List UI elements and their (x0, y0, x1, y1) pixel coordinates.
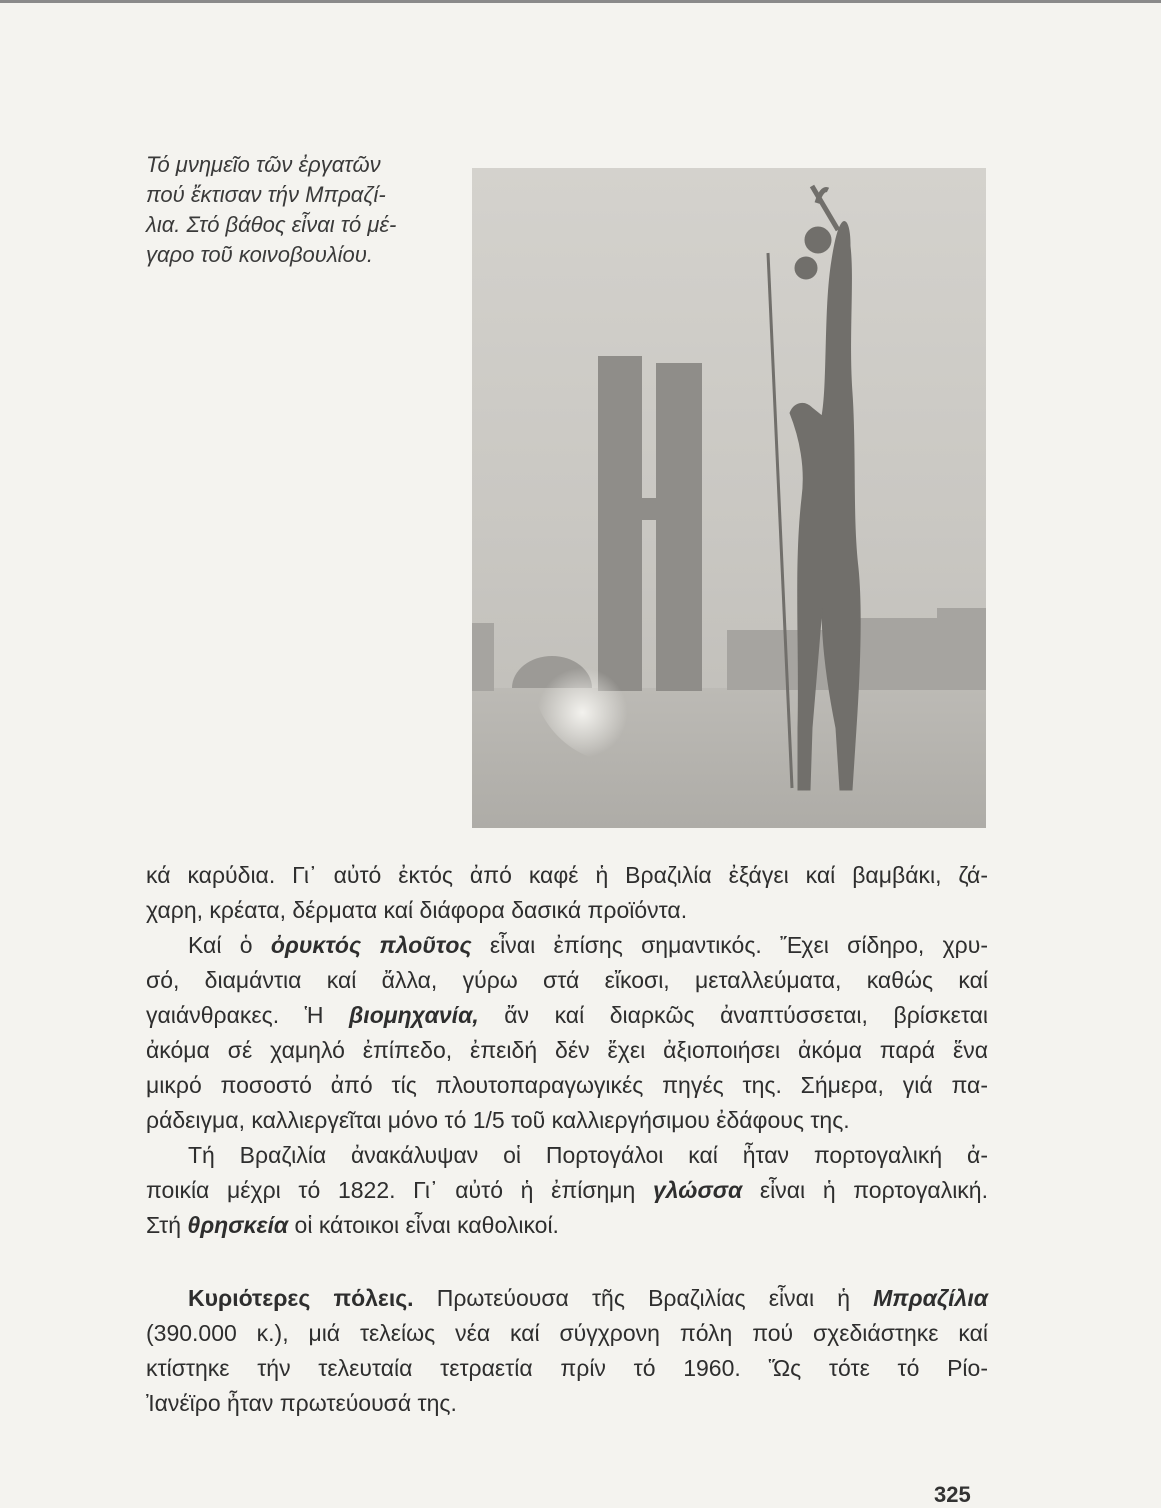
text-line: (390.000 κ.), μιά τελείως νέα καί σύγχρονη πόλη πού σχεδιάστηκε καί (146, 1320, 988, 1346)
text-run: Στή (146, 1212, 188, 1238)
text-run: γαιάνθρακες. Ἡ (146, 1002, 350, 1028)
caption-line: λια. Στό βάθος εἶναι τό μέ- (146, 212, 397, 237)
text-run: Καί ὁ (188, 932, 271, 958)
keyword-religion: θρησκεία (187, 1212, 289, 1238)
caption-line: Τό μνημεῖο τῶν ἐργατῶν (146, 152, 381, 177)
text-line: κτίστηκε τήν τελευταία τετραετία πρίν τό 1960. Ὥς τότε τό Ρίο- (146, 1355, 988, 1381)
caption-line: πού ἔκτισαν τήν Μπραζί- (146, 182, 386, 207)
text-line (146, 998, 988, 1033)
text-line: Ἰανέϊρο ἦταν πρωτεύουσά της. (146, 1390, 457, 1416)
paragraph-language-religion (146, 1138, 988, 1243)
keyword-brasilia: Μπραζίλια (873, 1285, 989, 1311)
text-line: Τή Βραζιλία ἀνακάλυψαν οἱ Πορτογάλοι καί ἦταν πορτογαλική ἀ- (188, 1142, 988, 1168)
monument-photo (472, 168, 986, 828)
text-line: κά καρύδια. Γι᾿ αὐτό ἐκτός ἀπό καφέ ἡ Βραζιλία ἐξάγει καί βαμβάκι, ζά- (146, 862, 988, 888)
sun-glare (532, 583, 712, 763)
text-run: ἄν καί διαρκῶς ἀναπτύσσεται, βρίσκεται (478, 1002, 988, 1028)
paragraph-mineral-wealth (146, 928, 988, 1138)
text-line: ἀκόμα σέ χαμηλό ἐπίπεδο, ἐπειδή δέν ἔχει ἀξιοποιήσει ἀκόμα παρά ἕνα (146, 1037, 988, 1063)
text-line: χαρη, κρέατα, δέρματα καί διάφορα δασικά προϊόντα. (146, 897, 688, 923)
paragraph-exports (146, 858, 988, 928)
text-line (146, 1281, 988, 1316)
keyword-language: γλώσσα (653, 1177, 743, 1203)
text-line (146, 1208, 988, 1243)
text-run: ποικία μέχρι τό 1822. Γι᾿ αὐτό ἡ ἐπίσημη (146, 1177, 653, 1203)
keyword-industry: βιομηχανία, (349, 1002, 479, 1028)
text-line: σό, διαμάντια καί ἄλλα, γύρω στά εἴκοσι, μεταλλεύματα, καθώς καί (146, 967, 988, 993)
photo-caption (146, 150, 456, 270)
text-line (146, 928, 988, 963)
text-run: εἶναι ἐπίσης σημαντικός. Ἔχει σίδηρο, χρυ- (471, 932, 989, 958)
section-heading-cities: Κυριότερες πόλεις. (188, 1285, 414, 1311)
text-run: εἶναι ἡ πορτογαλική. (742, 1177, 988, 1203)
text-line (146, 1173, 988, 1208)
page-number: 325 (934, 1482, 971, 1507)
section-gap (146, 1243, 988, 1281)
caption-line: γαρο τοῦ κοινοβουλίου. (146, 242, 374, 267)
keyword-mineral-wealth: ὀρυκτός πλοῦτος (270, 932, 472, 958)
paragraph-main-cities (146, 1281, 988, 1421)
text-run: Πρωτεύουσα τῆς Βραζιλίας εἶναι ἡ (413, 1285, 874, 1311)
text-line: ράδειγμα, καλλιεργεῖται μόνο τό 1/5 τοῦ καλλιεργήσιμου ἐδάφους της. (146, 1107, 850, 1133)
body-text (146, 858, 988, 1421)
text-run: οἱ κάτοικοι εἶναι καθολικοί. (288, 1212, 559, 1238)
text-line: μικρό ποσοστό ἀπό τίς πλουτοπαραγωγικές πηγές της. Σήμερα, γιά πα- (146, 1072, 988, 1098)
top-edge-rule (0, 0, 1161, 3)
